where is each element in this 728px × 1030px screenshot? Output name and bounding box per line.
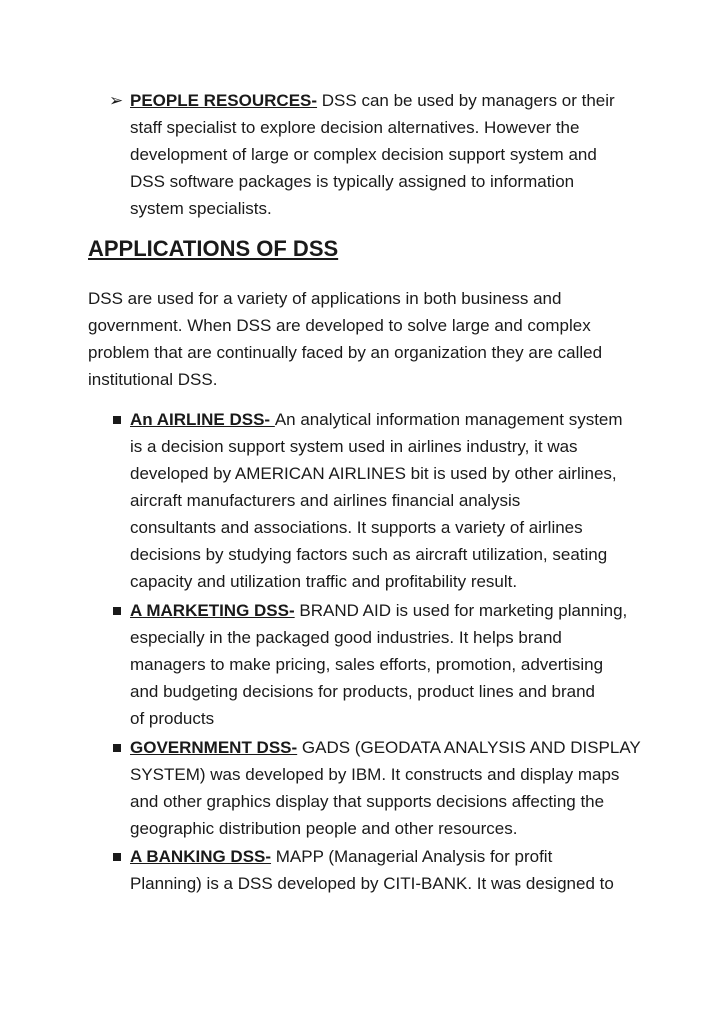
section-heading: APPLICATIONS OF DSS [88,236,339,261]
people-resources-paragraph [130,87,670,222]
square-bullet-icon [113,416,121,424]
text-line: An AIRLINE DSS- An analytical information management system [130,410,623,429]
intro-paragraph [88,285,648,393]
text-line: managers to make pricing, sales efforts, promotion, advertising [130,655,604,674]
text-line: is a decision support system used in airlines industry, it was [130,437,578,456]
banking-dss-item [130,843,670,897]
text-line: government. When DSS are developed to solve large and complex [88,316,591,335]
text-line: SYSTEM) was developed by IBM. It constructs and display maps [130,765,620,784]
airline-dss-label: An AIRLINE DSS- [130,410,275,429]
text-line: consultants and associations. It supports a variety of airlines [130,518,583,537]
airline-dss-item [130,406,670,595]
text-line: capacity and utilization traffic and profitability result. [130,572,518,591]
text-line: institutional DSS. [88,370,218,389]
arrow-bullet-icon: ➢ [109,91,124,110]
text-line: geographic distribution people and other resources. [130,819,518,838]
text-line: aircraft manufacturers and airlines financial analysis [130,491,521,510]
text-line: A MARKETING DSS- BRAND AID is used for marketing planning, [130,601,628,620]
text-line: DSS software packages is typically assigned to information [130,172,575,191]
text-line: especially in the packaged good industries. It helps brand [130,628,562,647]
government-dss-label: GOVERNMENT DSS- [130,738,298,757]
government-dss-item [130,734,670,842]
text-line: of products [130,709,215,728]
square-bullet-icon [113,607,121,615]
text-line: DSS are used for a variety of applications in both business and [88,289,562,308]
text-line: system specialists. [130,199,272,218]
text-line: problem that are continually faced by an organization they are called [88,343,603,362]
banking-dss-label: A BANKING DSS- [130,847,272,866]
text-line: GOVERNMENT DSS- GADS (GEODATA ANALYSIS AND DISPLAY [130,738,641,757]
text-line: Planning) is a DSS developed by CITI-BANK. It was designed to [130,874,614,893]
square-bullet-icon [113,853,121,861]
marketing-dss-label: A MARKETING DSS- [130,601,295,620]
text-line: staff specialist to explore decision alternatives. However the [130,118,580,137]
square-bullet-icon [113,744,121,752]
text-line: A BANKING DSS- MAPP (Managerial Analysis for profit [130,847,553,866]
text-line: PEOPLE RESOURCES- DSS can be used by managers or their [130,91,615,110]
marketing-dss-item [130,597,670,732]
text-line: development of large or complex decision support system and [130,145,597,164]
text-line: developed by AMERICAN AIRLINES bit is used by other airlines, [130,464,617,483]
people-resources-label: PEOPLE RESOURCES- [130,91,318,110]
text-line: decisions by studying factors such as aircraft utilization, seating [130,545,608,564]
text-line: and budgeting decisions for products, product lines and brand [130,682,595,701]
text-line: and other graphics display that supports decisions affecting the [130,792,605,811]
